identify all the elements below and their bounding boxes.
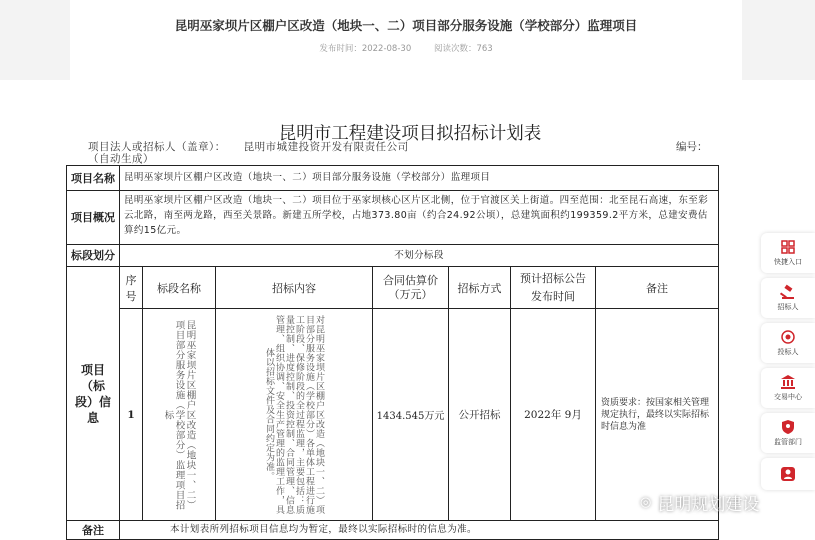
- view-count: 阅读次数：763: [433, 44, 493, 54]
- auto-generated-note: （自动生成）: [88, 153, 154, 165]
- target-icon: [780, 329, 796, 345]
- project-name-label: 项目名称: [67, 166, 120, 191]
- header-index: 序号: [120, 267, 143, 309]
- row-content-cell: [216, 309, 373, 521]
- row-content: 对昆明巫家坝片区棚户区改造（地块一、二）项目部分服务设施（学校部分）各单体工程进行施工阶段、保修阶段的全过程监理，主要包括：质量控制、进度控制、投资控制、合同管理、信息管理、组织协调、安全生产管理的监理工作，具体以招标文件及合同约定为准。: [264, 314, 324, 515]
- section-division-label: 标段划分: [67, 245, 120, 267]
- article-meta: [70, 42, 742, 54]
- sidebar-label: 监管部门: [774, 438, 802, 446]
- bank-icon: [780, 374, 796, 390]
- sidebar-trading-center[interactable]: [761, 368, 815, 408]
- sidebar-label: 快捷入口: [774, 258, 802, 266]
- sidebar-quick-entry[interactable]: [761, 233, 815, 273]
- row-method: 公开招标: [449, 309, 511, 521]
- row-section-name: 昆明巫家坝片区棚户区改造（地块一、二）项目部分服务设施（学校部分）监理项目招标: [162, 319, 196, 510]
- watermark-text: 昆明规划建设: [657, 495, 760, 515]
- header-method: 招标方式: [449, 267, 511, 309]
- sidebar-label: 投标人: [777, 348, 799, 356]
- sidebar-label: 交易中心: [774, 393, 802, 401]
- sidebar-regulator[interactable]: [761, 413, 815, 453]
- sidebar-tenderer[interactable]: [761, 278, 815, 318]
- section-division-value: 不划分标段: [120, 245, 718, 267]
- note-label: 备注: [67, 521, 120, 539]
- doc-title: 昆明市工程建设项目拟招标计划表: [278, 124, 542, 144]
- code-label: 编号：: [676, 141, 708, 153]
- bid-plan-table: [66, 165, 719, 540]
- row-announce: 2022年 9月: [511, 309, 596, 521]
- header-content: 招标内容: [216, 267, 373, 309]
- header-estimate: 合同估算价（万元）: [373, 267, 449, 309]
- owner-value: 昆明市城建投资开发有限责任公司: [243, 141, 409, 153]
- page-title: 昆明巫家坝片区棚户区改造（地块一、二）项目部分服务设施（学校部分）监理项目: [174, 18, 638, 33]
- header-announce: 预计招标公告发布时间: [511, 267, 596, 309]
- project-overview-value: 昆明巫家坝片区棚户区改造（地块一、二）项目位于巫家坝核心区片区北侧，位于官渡区关上街道。四至范围：北至昆石高速，东至彩云北路，南至两龙路，西至关景路。新建五所学校，占地373.80亩（约合24.92公顷），总建筑面积约199359.2平方米，总建安费估算约15亿元。: [120, 191, 718, 245]
- user-badge-icon: [780, 466, 796, 482]
- sidebar-bidder[interactable]: [761, 323, 815, 363]
- header-section-name: 标段名称: [143, 267, 216, 309]
- sidebar-user[interactable]: [761, 458, 815, 490]
- wechat-icon: ◎: [640, 495, 652, 510]
- sidebar-label: 招标人: [777, 303, 799, 311]
- row-estimate: 1434.545万元: [373, 309, 449, 521]
- grid-icon: [780, 239, 796, 255]
- row-remark: 资质要求：按国家相关管理规定执行，最终以实际招标时信息为准: [596, 309, 718, 521]
- publish-time: 发布时间：2022-08-30: [319, 44, 412, 54]
- wechat-watermark: [640, 490, 759, 515]
- project-name-value: 昆明巫家坝片区棚户区改造（地块一、二）项目部分服务设施（学校部分）监理项目: [120, 166, 718, 191]
- shield-icon: [780, 419, 796, 435]
- owner-label: 项目法人或招标人（盖章）：: [88, 141, 226, 153]
- project-info-label: 项目（标段）信息: [67, 267, 120, 521]
- header-remark: 备注: [596, 267, 718, 309]
- note-value: 本计划表所列招标项目信息均为暂定，最终以实际招标时的信息为准。: [170, 524, 477, 535]
- row-section-name-cell: [143, 309, 216, 521]
- project-overview-label: 项目概况: [67, 191, 120, 245]
- document-image: [0, 80, 815, 540]
- row-index: 1: [120, 309, 143, 521]
- hammer-icon: [780, 284, 796, 300]
